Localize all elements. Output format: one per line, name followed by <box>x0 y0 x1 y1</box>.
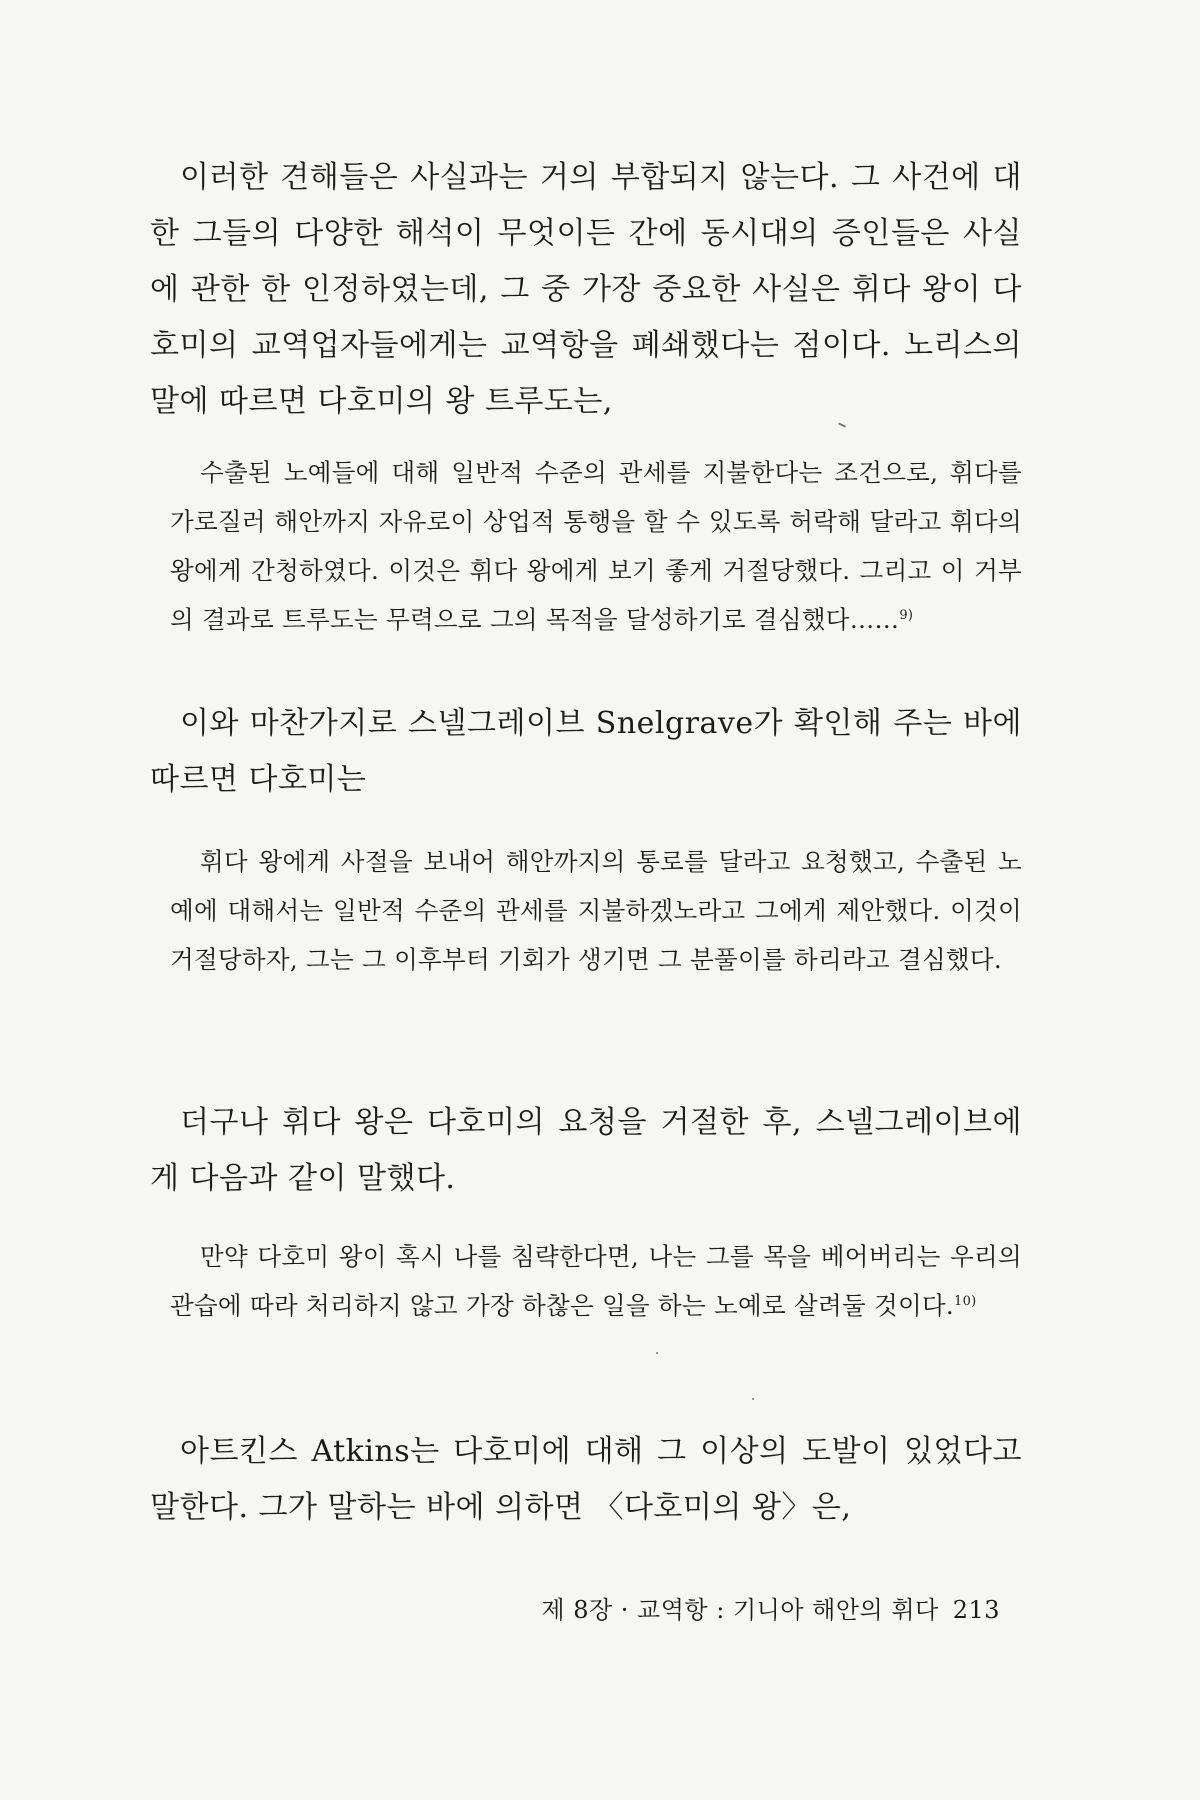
body-paragraph: 이러한 견해들은 사실과는 거의 부합되지 않는다. 그 사건에 대한 그들의 다양한 해석이 무엇이든 간에 동시대의 증인들은 사실에 관한 한 인정하였는데, 그 중 가장 중요한 사실은 휘다 왕이 다호미의 교역업자들에게는 교역항을 폐쇄했다는 점이다. 노리스의 말에 따르면 다호미의 왕 트루도는, <box>150 160 1022 419</box>
body-paragraph: 이와 마찬가지로 스넬그레이브 Snelgrave가 확인해 주는 바에 따르면 다호미는 <box>150 706 1022 797</box>
body-paragraph: 더구나 휘다 왕은 다호미의 요청을 거절한 후, 스넬그레이브에게 다음과 같이 말했다. <box>150 1105 1022 1196</box>
running-head: 제 8장 · 교역항 : 기니아 해안의 휘다 <box>541 1596 939 1624</box>
page-footer <box>541 1590 1000 1625</box>
body-paragraph: 아트킨스 Atkins는 다호미에 대해 그 이상의 도발이 있었다고 말한다. 그가 말하는 바에 의하면 〈다호미의 왕〉은, <box>150 1434 1022 1525</box>
block-quote <box>170 1232 1022 1330</box>
quote-text: 만약 다호미 왕이 혹시 나를 침략한다면, 나는 그를 목을 베어버리는 우리의 관습에 따라 처리하지 않고 가장 하찮은 일을 하는 노예로 살려둘 것이다. <box>170 1242 1022 1320</box>
scan-speck <box>752 1398 754 1400</box>
block-quote <box>170 448 1022 644</box>
footnote-marker: 9) <box>899 607 914 623</box>
block-quote <box>170 837 1022 984</box>
footnote-marker: 10) <box>954 1293 977 1309</box>
page-number: 213 <box>952 1596 1000 1624</box>
scan-speck <box>656 1352 658 1354</box>
quote-text: 수출된 노예들에 대해 일반적 수준의 관세를 지불한다는 조건으로, 휘다를 가로질러 해안까지 자유로이 상업적 통행을 할 수 있도록 허락해 달라고 휘다의 왕에게 간청하였다. 이것은 휘다 왕에게 보기 좋게 거절당했다. 그리고 이 거부의 결과로 트루도는 무력으로 그의 목적을 달성하기로 결심했다…… <box>170 458 1022 634</box>
quote-text: 휘다 왕에게 사절을 보내어 해안까지의 통로를 달라고 요청했고, 수출된 노예에 대해서는 일반적 수준의 관세를 지불하겠노라고 그에게 제안했다. 이것이 거절당하자, 그는 그 이후부터 기회가 생기면 그 분풀이를 하리라고 결심했다. <box>170 847 1022 974</box>
